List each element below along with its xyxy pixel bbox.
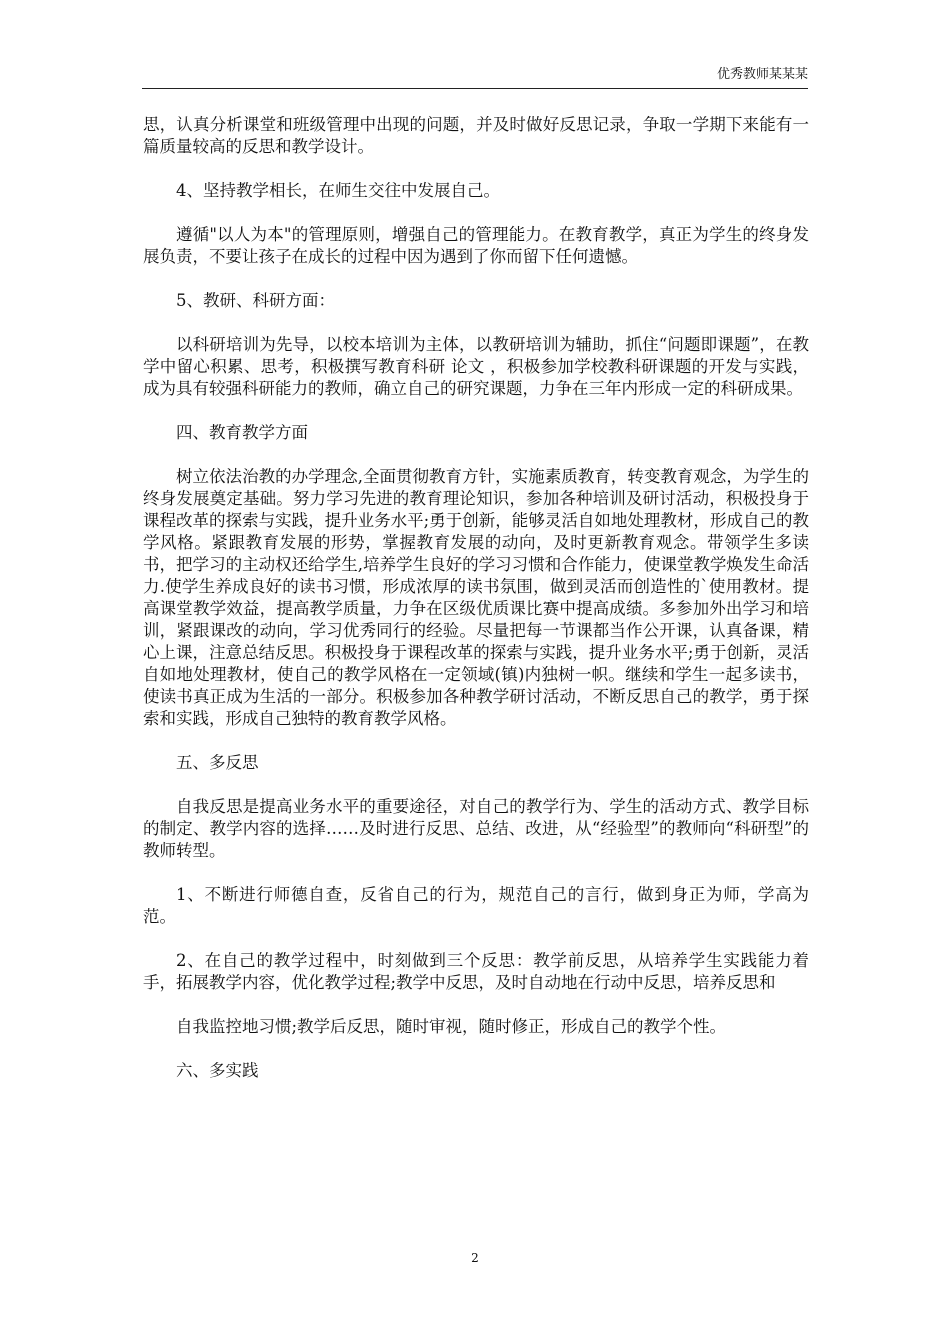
page-header: [142, 66, 808, 89]
paragraph: 自我监控地习惯;教学后反思，随时审视，随时修正，形成自己的教学个性。: [176, 1017, 727, 1036]
paragraph: 遵循"以人为本"的管理原则，增强自己的管理能力。在教育教学，真正为学生的终身发展负责，不要让孩子在成长的过程中因为遇到了你而留下任何遗憾。: [143, 225, 809, 266]
paragraph: 自我反思是提高业务水平的重要途径，对自己的教学行为、学生的活动方式、教学目标的制定、教学内容的选择……及时进行反思、总结、改进，从“经验型”的教师向“科研型”的教师转型。: [143, 797, 809, 860]
header-title: 优秀教师某某某: [716, 67, 808, 82]
paragraph: 树立依法治教的办学理念,全面贯彻教育方针，实施素质教育，转变教育观念，为学生的终身发展奠定基础。努力学习先进的教育理论知识，参加各种培训及研讨活动，积极投身于课程改革的探索与实践，提升业务水平;勇于创新，能够灵活自如地处理教材，形成自己的教学风格。紧跟教育发展的形势，掌握教育发展的动向，及时更新教育观念。带领学生多读书，把学习的主动权还给学生,培养学生良好的学习习惯和合作能力，使课堂教学焕发生命活力.使学生养成良好的读书习惯，形成浓厚的读书氛围，做到灵活而创造性的`使用教材。提高课堂教学效益，提高教学质量，力争在区级优质课比赛中提高成绩。多参加外出学习和培训，紧跟课改的动向，学习优秀同行的经验。尽量把每一节课都当作公开课，认真备课，精心上课，注意总结反思。积极投身于课程改革的探索与实践，提升业务水平;勇于创新，灵活自如地处理教材，使自己的教学风格在一定领域(镇)内独树一帜。继续和学生一起多读书，使读书真正成为生活的一部分。积极参加各种教学研讨活动，不断反思自己的教学，勇于探索和实践，形成自己独特的教育教学风格。: [143, 467, 809, 728]
section-heading: 5、教研、科研方面：: [176, 291, 335, 310]
paragraph: 1、不断进行师德自查，反省自己的行为，规范自己的言行，做到身正为师，学高为范。: [143, 885, 809, 926]
section-heading: 五、多反思: [176, 753, 259, 772]
paragraph: 思，认真分析课堂和班级管理中出现的问题，并及时做好反思记录，争取一学期下来能有一篇质量较高的反思和教学设计。: [143, 115, 809, 156]
paragraph: 2、在自己的教学过程中，时刻做到三个反思：教学前反思，从培养学生实践能力着手，拓展教学内容，优化教学过程;教学中反思，及时自动地在行动中反思，培养反思和: [143, 951, 809, 992]
section-heading: 四、教育教学方面: [176, 423, 308, 442]
paragraph: 以科研培训为先导，以校本培训为主体，以教研培训为辅助，抓住“问题即课题”，在教学中留心积累、思考，积极撰写教育科研 论文 ，积极参加学校教科研课题的开发与实践，成为具有较强科研能力的教师，确立自己的研究课题，力争在三年内形成一定的科研成果。: [143, 335, 809, 398]
page-number: 2: [471, 1251, 479, 1265]
paragraph: 4、坚持教学相长，在师生交往中发展自己。: [176, 181, 500, 200]
document-body: [143, 114, 809, 1104]
page-footer: [0, 1250, 950, 1266]
section-heading: 六、多实践: [176, 1061, 259, 1080]
